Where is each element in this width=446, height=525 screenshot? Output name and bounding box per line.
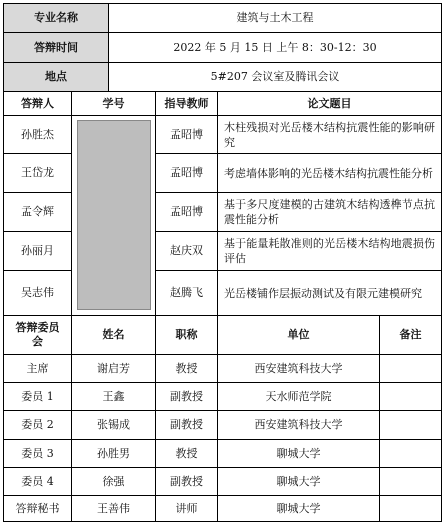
header-member-name: 姓名	[72, 316, 156, 355]
place-label: 地点	[4, 63, 109, 92]
defense-schedule-table	[3, 3, 442, 522]
committee-note	[380, 411, 441, 440]
committee-note	[380, 468, 441, 496]
committee-rank: 副教授	[156, 468, 218, 496]
student-advisor: 孟昭博	[156, 193, 218, 232]
committee-role: 委员 2	[4, 411, 72, 440]
committee-note	[380, 440, 441, 468]
header-rank: 职称	[156, 316, 218, 355]
header-defender: 答辩人	[4, 92, 72, 116]
student-thesis-title: 基于多尺度建模的古建筑木结构透榫节点抗震性能分析	[218, 193, 441, 232]
committee-note	[380, 355, 441, 383]
committee-note	[380, 496, 441, 521]
student-thesis-title: 考虑墙体影响的光岳楼木结构抗震性能分析	[218, 154, 441, 193]
header-note: 备注	[380, 316, 441, 355]
committee-name: 谢启芳	[72, 355, 156, 383]
major-value: 建筑与土木工程	[109, 4, 441, 33]
committee-rank: 教授	[156, 440, 218, 468]
redacted-student-ids	[77, 120, 151, 310]
committee-unit: 聊城大学	[218, 496, 380, 521]
student-advisor: 赵腾飞	[156, 271, 218, 316]
student-name: 孟令辉	[4, 193, 72, 232]
committee-unit: 聊城大学	[218, 468, 380, 496]
header-student-id: 学号	[72, 92, 156, 116]
committee-name: 徐强	[72, 468, 156, 496]
student-thesis-title: 光岳楼铺作层振动测试及有限元建模研究	[218, 271, 441, 316]
student-name: 孙丽月	[4, 232, 72, 271]
committee-name: 王鑫	[72, 383, 156, 411]
student-thesis-title: 基于能量耗散准则的光岳楼木结构地震损伤评估	[218, 232, 441, 271]
committee-role: 委员 1	[4, 383, 72, 411]
committee-role: 委员 4	[4, 468, 72, 496]
committee-unit: 天水师范学院	[218, 383, 380, 411]
student-thesis-title: 木柱残损对光岳楼木结构抗震性能的影响研究	[218, 116, 441, 154]
committee-rank: 副教授	[156, 383, 218, 411]
header-committee: 答辩委员会	[4, 316, 72, 355]
student-name: 王岱龙	[4, 154, 72, 193]
committee-note	[380, 383, 441, 411]
student-advisor: 孟昭博	[156, 116, 218, 154]
header-thesis-title: 论文题目	[218, 92, 441, 116]
student-advisor: 孟昭博	[156, 154, 218, 193]
committee-role: 答辩秘书	[4, 496, 72, 521]
committee-rank: 教授	[156, 355, 218, 383]
committee-role: 主席	[4, 355, 72, 383]
committee-role: 委员 3	[4, 440, 72, 468]
committee-name: 孙胜男	[72, 440, 156, 468]
committee-unit: 聊城大学	[218, 440, 380, 468]
header-unit: 单位	[218, 316, 380, 355]
committee-unit: 西安建筑科技大学	[218, 355, 380, 383]
committee-rank: 副教授	[156, 411, 218, 440]
student-name: 孙胜杰	[4, 116, 72, 154]
committee-unit: 西安建筑科技大学	[218, 411, 380, 440]
header-advisor: 指导教师	[156, 92, 218, 116]
time-value: 2022 年 5 月 15 日 上午 8：30-12：30	[109, 33, 441, 63]
time-label: 答辩时间	[4, 33, 109, 63]
place-value: 5#207 会议室及腾讯会议	[109, 63, 441, 92]
committee-name: 张锡成	[72, 411, 156, 440]
student-name: 吴志伟	[4, 271, 72, 316]
committee-name: 王善伟	[72, 496, 156, 521]
student-advisor: 赵庆双	[156, 232, 218, 271]
major-label: 专业名称	[4, 4, 109, 33]
committee-rank: 讲师	[156, 496, 218, 521]
